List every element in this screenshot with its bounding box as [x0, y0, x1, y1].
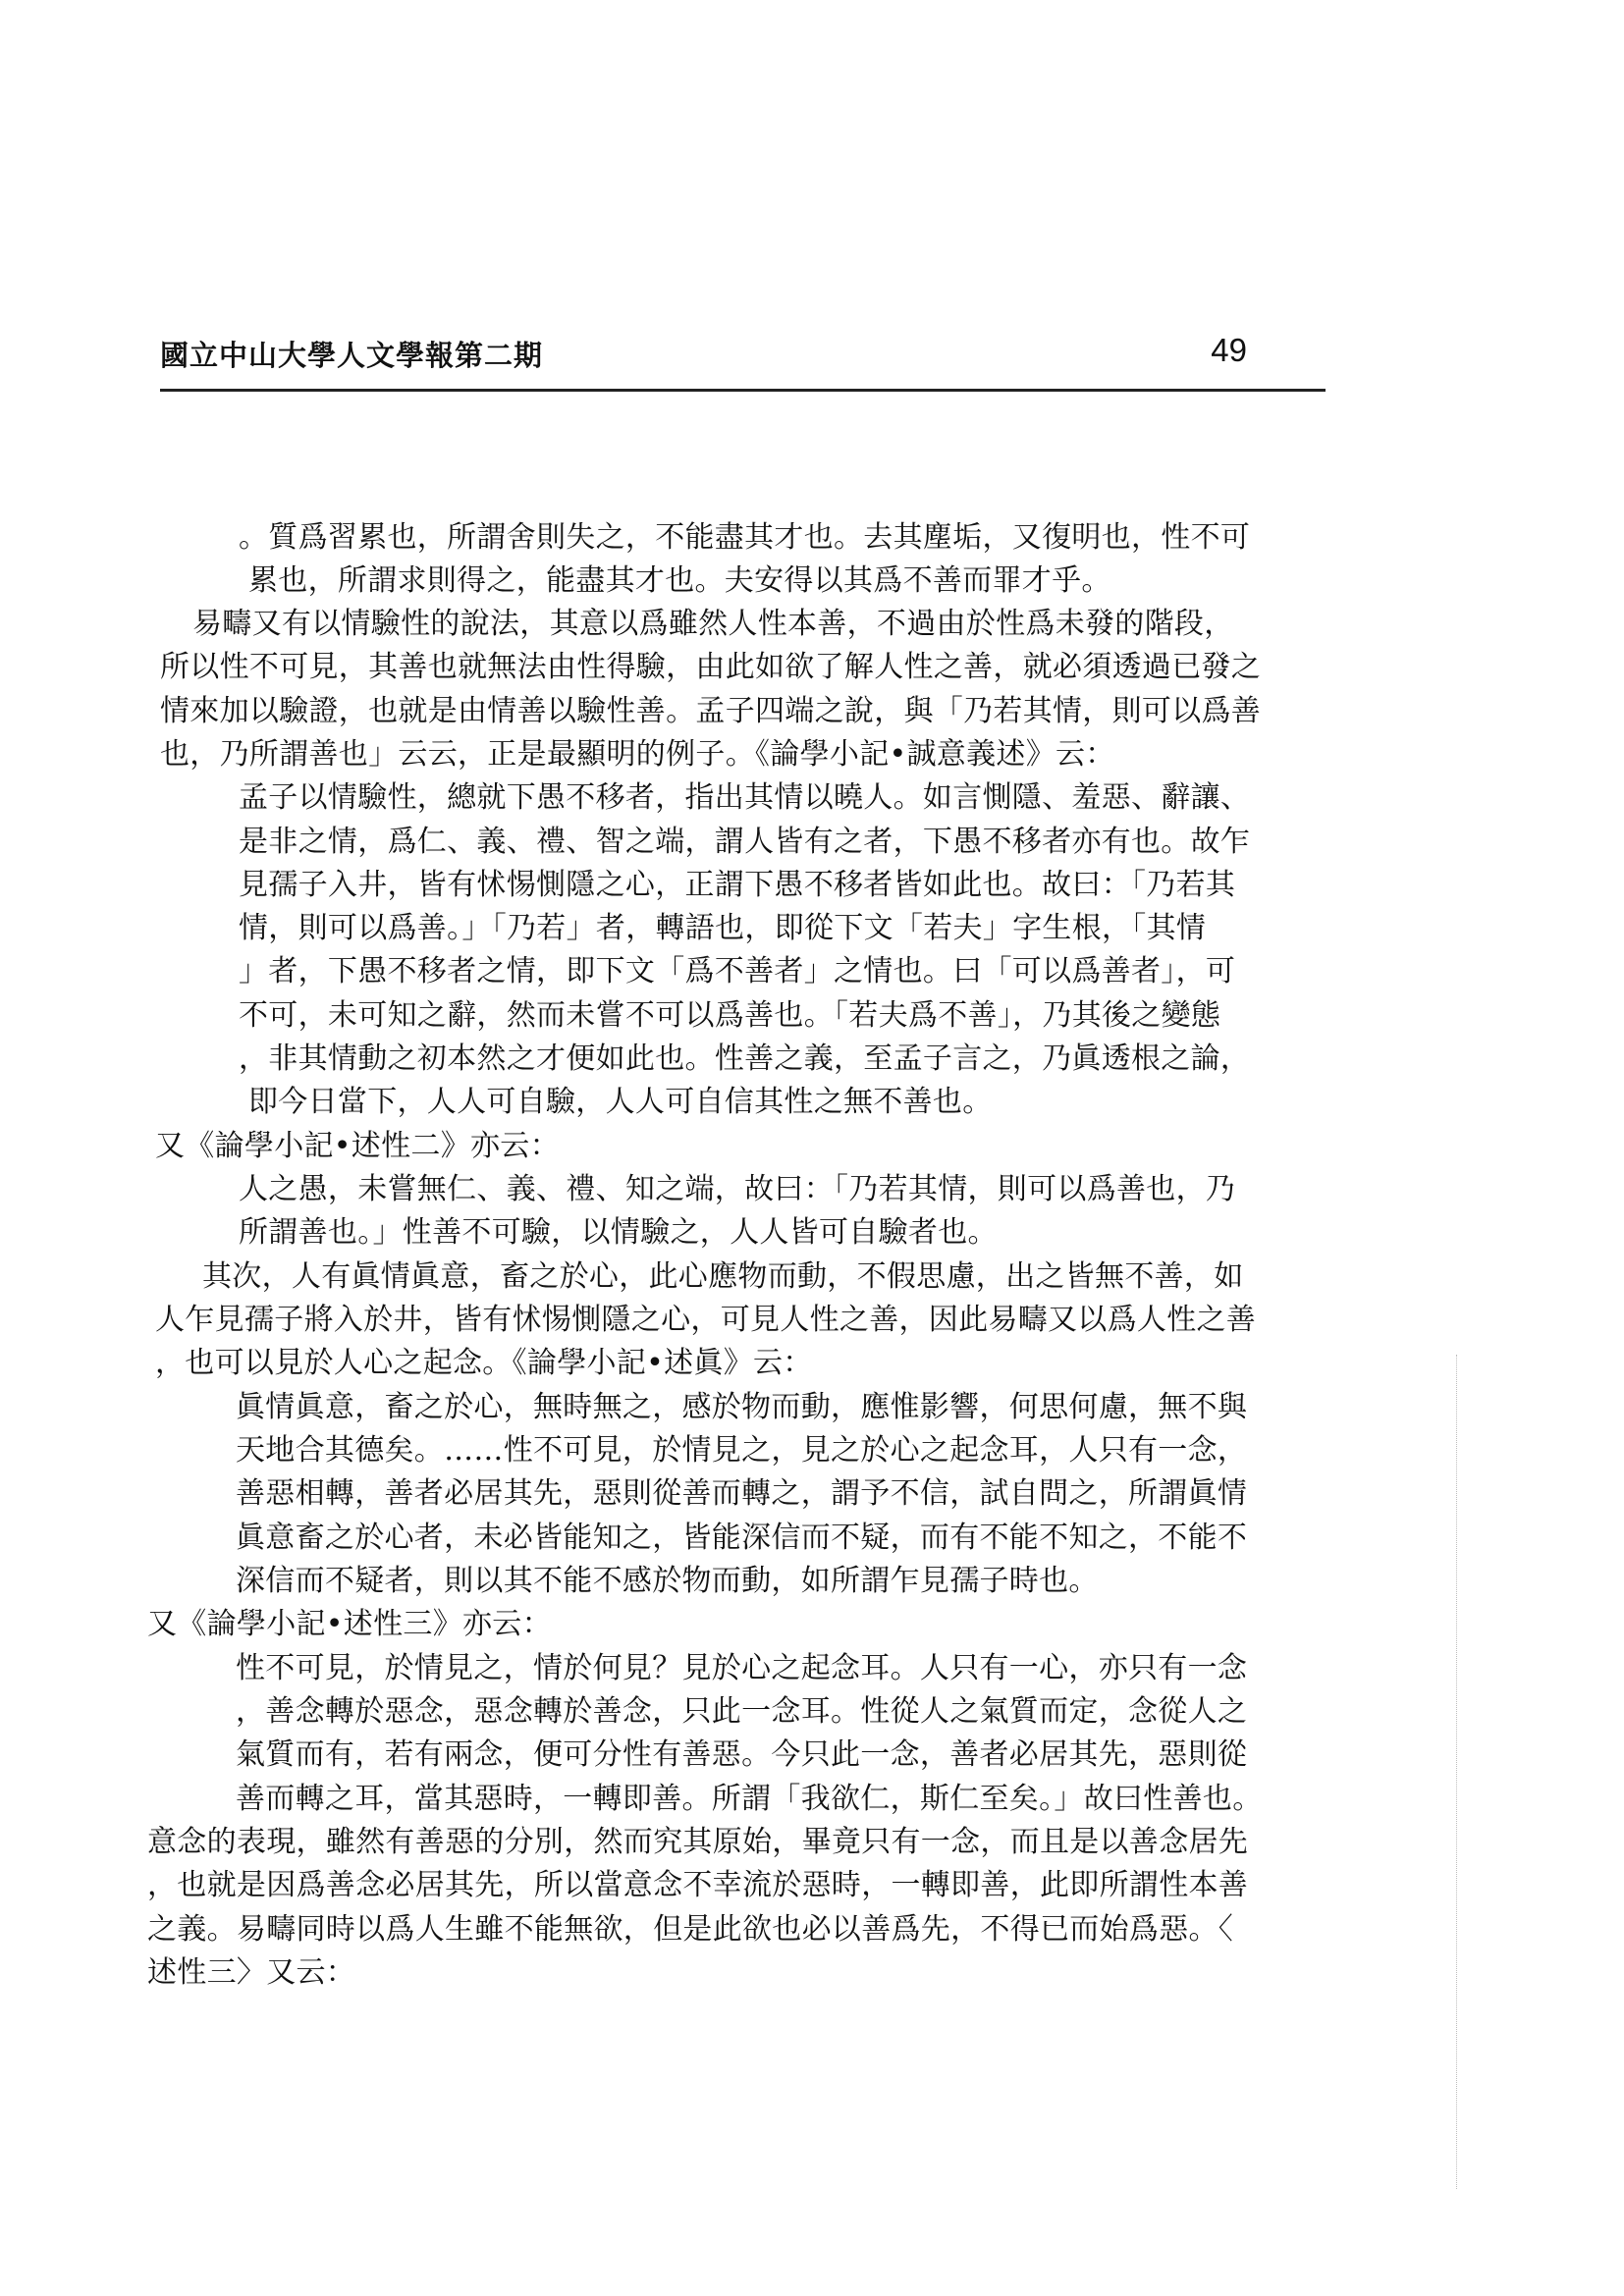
text-line: 氣質而有，若有兩念，便可分性有善惡。今只此一念，善者必居其先，惡則從: [236, 1737, 1248, 1772]
text-line: 情，則可以爲善。」「乃若」者，轉語也，即從下文「若夫」字生根，「其情: [239, 911, 1207, 945]
text-line: 即今日當下，人人可自驗，人人可自信其性之無不善也。: [248, 1085, 993, 1119]
text-line: 是非之情，爲仁、義、禮、智之端，謂人皆有之者，下愚不移者亦有也。故乍: [239, 825, 1251, 859]
text-line: 不可，未可知之辭，然而未嘗不可以爲善也。「若夫爲不善」，乃其後之變態: [239, 998, 1221, 1033]
text-line: 又《論學小記•述性二》亦云：: [155, 1129, 560, 1163]
text-line: 人之愚，未嘗無仁、義、禮、知之端，故曰：「乃若其情，則可以爲善也，乃: [239, 1172, 1236, 1206]
text-line: 善惡相轉，善者必居其先，惡則從善而轉之，謂予不信，試自問之，所謂眞情: [236, 1476, 1248, 1511]
text-line: 」者，下愚不移者之情，即下文「爲不善者」之情也。曰「可以爲善者」，可: [239, 954, 1236, 988]
text-line: 易疇又有以情驗性的說法，其意以爲雖然人性本善，不過由於性爲未發的階段，: [192, 607, 1234, 641]
text-line: 所以性不可見，其善也就無法由性得驗，由此如欲了解人性之善，就必須透過已發之: [160, 650, 1262, 684]
text-line: 所謂善也。」性善不可驗，以情驗之，人人皆可自驗者也。: [239, 1215, 998, 1250]
text-line: 眞意畜之於心者，未必皆能知之，皆能深信而不疑，而有不能不知之，不能不: [236, 1521, 1248, 1555]
text-line: 又《論學小記•述性三》亦云：: [147, 1607, 552, 1641]
text-line: 。質爲習累也，所謂舍則失之，不能盡其才也。去其塵垢，又復明也，性不可: [239, 520, 1251, 555]
text-line: 其次，人有眞情眞意，畜之於心，此心應物而動，不假思慮，出之皆無不善，如: [202, 1259, 1244, 1294]
text-line: 人乍見孺子將入於井，皆有怵惕惻隱之心，可見人性之善，因此易疇又以爲人性之善: [155, 1303, 1257, 1337]
text-line: ，也可以見於人心之起念。《論學小記•述眞》云：: [155, 1346, 813, 1380]
page-number: 49: [1211, 332, 1247, 368]
text-line: 見孺子入井，皆有怵惕惻隱之心，正謂下愚不移者皆如此也。故曰：「乃若其: [239, 868, 1236, 902]
text-line: ，也就是因爲善念必居其先，所以當意念不幸流於惡時，一轉即善，此即所謂性本善: [147, 1868, 1249, 1902]
text-line: 善而轉之耳，當其惡時，一轉即善。所謂「我欲仁，斯仁至矣。」故曰性善也。: [236, 1782, 1263, 1816]
text-line: 述性三〉又云：: [147, 1955, 356, 1990]
text-line: ，非其情動之初本然之才便如此也。性善之義，至孟子言之，乃眞透根之論，: [239, 1041, 1251, 1076]
text-line: 情來加以驗證，也就是由情善以驗性善。孟子四端之說，與「乃若其情，則可以爲善: [160, 694, 1262, 728]
text-line: 累也，所謂求則得之，能盡其才也。夫安得以其爲不善而罪才乎。: [248, 563, 1111, 598]
text-line: 性不可見，於情見之，情於何見？見於心之起念耳。人只有一心，亦只有一念: [236, 1651, 1248, 1685]
text-line: 孟子以情驗性，總就下愚不移者，指出其情以曉人。如言惻隱、羞惡、辭讓、: [239, 780, 1251, 815]
text-line: 之義。易疇同時以爲人生雖不能無欲，但是此欲也必以善爲先，不得已而始爲惡。〈: [147, 1912, 1234, 1947]
text-line: 也，乃所謂善也」云云，正是最顯明的例子。《論學小記•誠意義述》云：: [160, 737, 1115, 772]
text-line: 天地合其德矣。……性不可見，於情見之，見之於心之起念耳，人只有一念，: [236, 1433, 1248, 1468]
text-line: 深信而不疑者，則以其不能不感於物而動，如所謂乍見孺子時也。: [236, 1564, 1099, 1598]
scan-edge-line: [1456, 1355, 1457, 2189]
text-line: 眞情眞意，畜之於心，無時無之，感於物而動，應惟影響，何思何慮，無不與: [236, 1390, 1248, 1424]
text-line: 意念的表現，雖然有善惡的分別，然而究其原始，畢竟只有一念，而且是以善念居先: [147, 1825, 1249, 1859]
journal-title: 國立中山大學人文學報第二期: [160, 339, 544, 372]
text-line: ，善念轉於惡念，惡念轉於善念，只此一念耳。性從人之氣質而定，念從人之: [236, 1694, 1248, 1729]
